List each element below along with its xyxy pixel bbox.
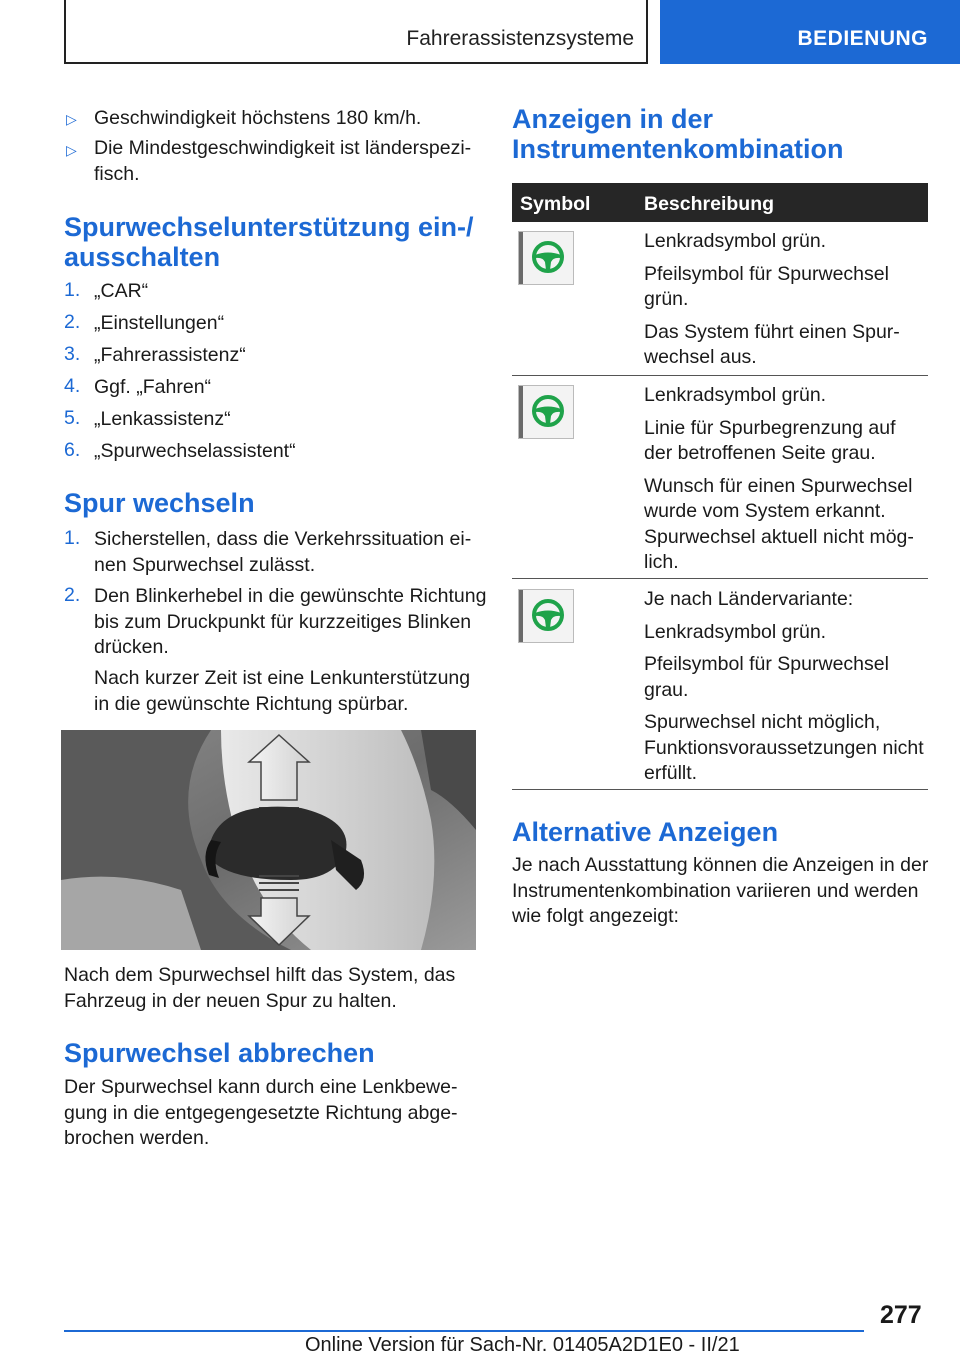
table-row-symbol [518, 385, 574, 439]
text-line: Nach dem Spurwechsel hilft das System, das [64, 964, 456, 986]
steering-wheel-green-icon [531, 394, 565, 428]
steering-wheel-green-icon [531, 240, 565, 274]
step-number: 3. [64, 343, 81, 365]
desc-line: Spurwechsel nicht möglich, [644, 711, 881, 733]
step-text [94, 584, 486, 661]
step-number: 4. [64, 375, 81, 397]
steering-wheel-green-icon [531, 598, 565, 632]
desc-line: grau. [644, 678, 689, 701]
page-number: 277 [880, 1301, 922, 1329]
desc-line: erfüllt. [644, 762, 698, 784]
heading-alternative-anzeigen: Alternative Anzeigen [512, 817, 779, 847]
bullet-line: Die Mindestgeschwindigkeit ist länderspezi- [94, 137, 472, 159]
turn-signal-lever-photo [61, 730, 476, 950]
after-photo-text [64, 963, 455, 1014]
step-number: 6. [64, 439, 81, 461]
step-text: „CAR“ [94, 280, 149, 302]
desc-line: Je nach Ländervariante: [644, 588, 854, 610]
row-divider [512, 578, 928, 579]
heading-spurwechsel-abbrechen: Spurwechsel abbrechen [64, 1038, 375, 1068]
footer-divider [64, 1330, 864, 1332]
step-line: Den Blinkerhebel in die gewünschte Richtung [94, 585, 487, 607]
table-row-description [644, 229, 900, 371]
step-text: „Lenkassistenz“ [94, 408, 231, 430]
step-number: 1. [64, 279, 81, 301]
footer-text: Online Version für Sach-Nr. 01405A2D1E0 - II/21 [305, 1334, 740, 1356]
heading-spurwechselunterstuetzung [64, 212, 474, 272]
icon-edge [519, 590, 523, 642]
desc-line: Linie für Spurbegrenzung auf [644, 416, 896, 439]
desc-line: wechsel aus. [644, 346, 757, 368]
step-text: Ggf. „Fahren“ [94, 376, 212, 398]
bullet-text [94, 136, 471, 187]
heading-line: ausschalten [64, 242, 221, 272]
heading-line: Instrumentenkombination [512, 134, 844, 164]
step-number: 1. [64, 527, 81, 549]
icon-edge [519, 232, 523, 284]
column-header-description: Beschreibung [644, 193, 775, 215]
text-line: gung in die entgegengesetzte Richtung abge- [64, 1101, 458, 1124]
row-divider [512, 375, 928, 376]
table-row-symbol [518, 231, 574, 285]
note-line: Nach kurzer Zeit ist eine Lenkunterstützung [94, 667, 471, 689]
bullet-text [94, 106, 421, 132]
desc-line: wurde vom System erkannt. [644, 500, 886, 522]
heading-spur-wechseln: Spur wechseln [64, 488, 255, 518]
text-line: Instrumentenkombination variieren und werden [512, 879, 919, 902]
note-line: in die gewünschte Richtung spürbar. [94, 692, 409, 715]
bullet-line: fisch. [94, 162, 140, 185]
table-row-description [644, 587, 924, 787]
desc-line: der betroffenen Seite grau. [644, 442, 876, 464]
desc-line: grün. [644, 288, 689, 310]
heading-line: Anzeigen in der [512, 104, 714, 134]
desc-line: Funktionsvoraussetzungen nicht [644, 736, 924, 759]
header-chapter-box [660, 0, 960, 64]
text-line: Fahrzeug in der neuen Spur zu halten. [64, 989, 397, 1012]
step-text: „Einstellungen“ [94, 312, 225, 334]
header-chapter-title: BEDIENUNG [797, 27, 928, 50]
step-text [94, 527, 471, 578]
bullet-marker: ▷ [66, 111, 77, 127]
desc-line: Wunsch für einen Spurwechsel [644, 474, 913, 497]
row-divider [512, 789, 928, 790]
alternative-text [512, 853, 928, 930]
step-number: 2. [64, 584, 81, 606]
text-line: Der Spurwechsel kann durch eine Lenkbewe- [64, 1076, 458, 1098]
step-number: 5. [64, 407, 81, 429]
desc-line: Pfeilsymbol für Spurwechsel [644, 653, 889, 675]
desc-line: Lenkradsymbol grün. [644, 230, 827, 252]
step-line: drücken. [94, 636, 169, 658]
header-section-box [64, 0, 648, 64]
desc-line: Lenkradsymbol grün. [644, 384, 827, 406]
step-note [94, 666, 470, 717]
desc-line: lich. [644, 551, 679, 573]
bullet-marker: ▷ [66, 142, 77, 158]
text-line: wie folgt angezeigt: [512, 905, 679, 927]
heading-line: Spurwechselunterstützung ein-/ [64, 212, 474, 242]
desc-line: Pfeilsymbol für Spurwechsel [644, 262, 889, 285]
abbrechen-text [64, 1075, 458, 1152]
step-line: bis zum Druckpunkt für kurzzeitiges Blinken [94, 610, 472, 633]
table-row-symbol [518, 589, 574, 643]
table-header [512, 183, 928, 222]
lever-end [211, 807, 346, 880]
desc-line: Lenkradsymbol grün. [644, 620, 827, 643]
step-line: Sicherstellen, dass die Verkehrssituation ei- [94, 528, 472, 550]
heading-anzeigen [512, 104, 844, 164]
step-number: 2. [64, 311, 81, 333]
table-row-description [644, 383, 914, 576]
step-text: „Spurwechselassistent“ [94, 440, 296, 462]
icon-edge [519, 386, 523, 438]
bullet-line: Geschwindigkeit höchstens 180 km/h. [94, 107, 422, 129]
step-text: „Fahrerassistenz“ [94, 344, 246, 366]
text-line: Je nach Ausstattung können die Anzeigen in der [512, 854, 929, 876]
desc-line: Das System führt einen Spur- [644, 320, 900, 343]
header-section-title: Fahrerassistenzsysteme [406, 27, 634, 50]
step-line: nen Spurwechsel zulässt. [94, 553, 316, 576]
column-header-symbol: Symbol [520, 193, 591, 215]
desc-line: Spurwechsel aktuell nicht mög- [644, 525, 914, 548]
text-line: brochen werden. [64, 1127, 210, 1149]
